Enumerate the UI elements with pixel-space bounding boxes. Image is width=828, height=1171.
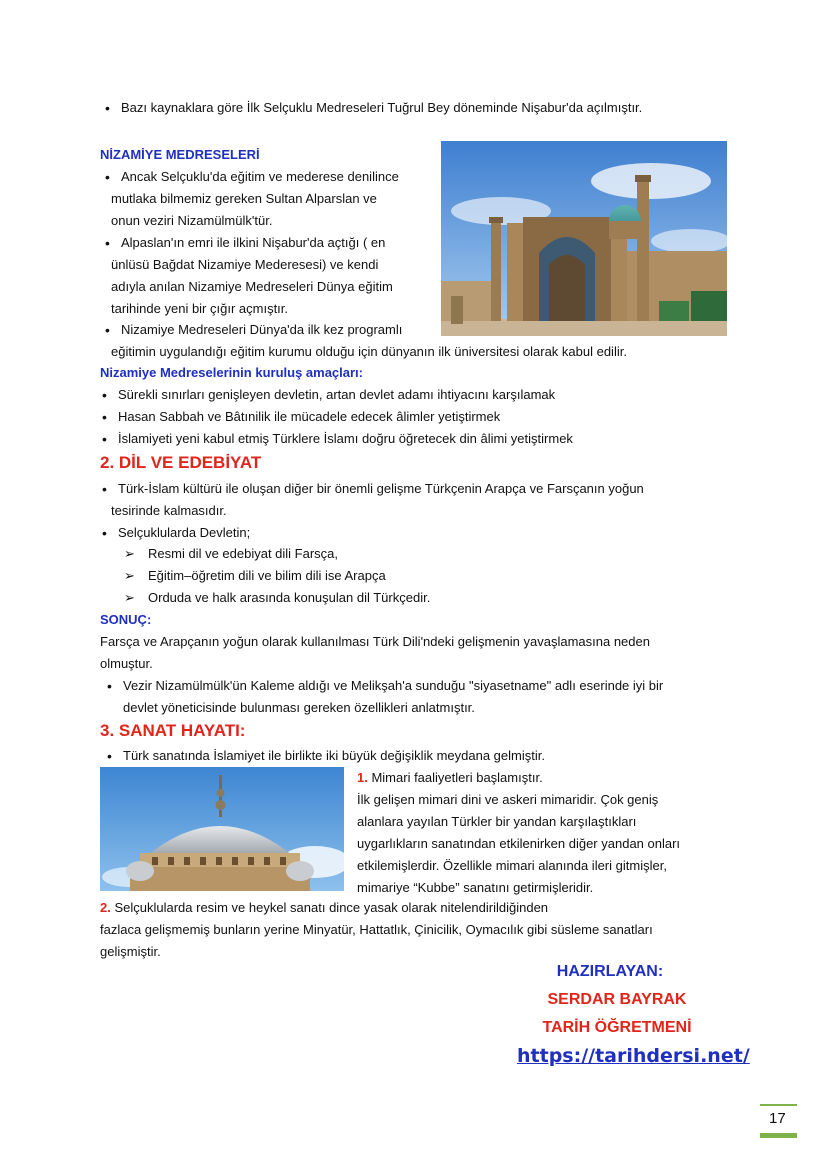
intro-bullet: • Bazı kaynaklara göre İlk Selçuklu Medreseleri Tuğrul Bey döneminde Nişabur'da açılmıştır. [121,99,642,117]
item1-line: alanlara yayılan Türkler bir yandan karşılaştıkları [357,814,637,829]
page-number-rule-top [760,1104,797,1106]
nizamiye-line: tarihinde yeni bir çığır açmıştır. [111,301,289,316]
purpose-item: • Hasan Sabbah ve Bâtınilik ile mücadele edecek âlimler yetiştirmek [118,408,500,426]
nizamiye-line: mutlaka bilmemiz gereken Sultan Alparslan ve [111,191,377,206]
item2-line: fazlaca gelişmemiş bunların yerine Minyatür, Hattatlık, Çinicilik, Oymacılık gibi süsleme sanatları [100,922,653,937]
dil-line: • Türk-İslam kültürü ile oluşan diğer bir önemli gelişme Türkçenin Arapça ve Farsçanın yoğun [118,480,644,498]
sanat-item2 [100,899,548,917]
item1-line: Mimari faaliyetleri başlamıştır. [371,770,543,785]
dil-sub-item: ➢ Resmi dil ve edebiyat dili Farsça, [148,545,338,563]
signature-title: TARİH ÖĞRETMENİ [542,1019,692,1036]
item1-number: 1. [357,770,368,785]
signature-label: HAZIRLAYAN: [556,963,664,980]
purpose-heading: Nizamiye Medreselerinin kuruluş amaçları: [100,365,363,380]
nizamiye-line: • Nizamiye Medreseleri Dünya'da ilk kez programlı [121,321,402,339]
item1-line: İlk gelişen mimari dini ve askeri mimaridir. Çok geniş [357,792,659,807]
sonuc-line: olmuştur. [100,656,153,671]
item2-line: Selçuklularda resim ve heykel sanatı dince yasak olarak nitelendirildiğinden [114,900,549,915]
sanat-heading: 3. SANAT HAYATI: [100,721,246,740]
signature-name: SERDAR BAYRAK [547,991,687,1008]
sonuc-line: Farsça ve Arapçanın yoğun olarak kullanılması Türk Dili'ndeki gelişmenin yavaşlamasına neden [100,634,650,649]
dil-line: tesirinde kalmasıdır. [111,503,227,518]
vezir-line: devlet yöneticisinde bulunması gereken özellikleri anlatmıştır. [123,700,475,715]
vezir-line: • Vezir Nizamülmülk'ün Kaleme aldığı ve Melikşah'a sunduğu "siyasetname" adlı eserinde iyi bir [123,677,663,695]
nizamiye-heading: NİZAMİYE MEDRESELERİ [100,147,260,162]
nizamiye-line: • Alpaslan'ın emri ile ilkini Nişabur'da açtığı ( en [121,234,385,252]
purpose-item: • Sürekli sınırları genişleyen devletin, artan devlet adamı ihtiyacını karşılamak [118,386,555,404]
dil-line: • Selçuklularda Devletin; [118,524,250,542]
item1-line: uygarlıkların sanatından etkilenirken diğer yandan onları [357,836,681,851]
purpose-item: • İslamiyeti yeni kabul etmiş Türklere İslamı doğru öğretecek din âlimi yetiştirmek [118,430,573,448]
website-link[interactable]: https://tarihdersi.net/ [517,1045,750,1067]
madrasa-image [441,141,727,336]
sanat-item1 [357,769,543,787]
item2-number: 2. [100,900,111,915]
dil-sub-item: ➢ Eğitim–öğretim dili ve bilim dili ise Arapça [148,567,386,585]
nizamiye-line: eğitimin uygulandığı eğitim kurumu olduğu için dünyanın ilk üniversitesi olarak kabul edilir. [111,344,627,359]
item2-line: gelişmiştir. [100,944,161,959]
item1-line: etkilemişlerdir. Özellikle mimari alanında ileri gitmişler, [357,858,667,873]
page-number: 17 [769,1110,786,1127]
dil-sub-item: ➢ Orduda ve halk arasında konuşulan dil Türkçedir. [148,589,430,607]
page-number-rule-bottom [760,1133,797,1138]
sanat-bullet: • Türk sanatında İslamiyet ile birlikte iki büyük değişiklik meydana gelmiştir. [123,747,545,765]
dil-heading: 2. DİL VE EDEBİYAT [100,453,262,472]
sonuc-heading: SONUÇ: [100,612,152,627]
nizamiye-line: adıyla anılan Nizamiye Medreseleri Dünya eğitim [111,279,393,294]
nizamiye-line: ünlüsü Bağdat Nizamiye Mederesesi) ve kendi [111,257,379,272]
nizamiye-line: • Ancak Selçuklu'da eğitim ve mederese denilince [121,168,399,186]
item1-line: mimariye “Kubbe” sanatını getirmişleridir. [357,880,594,895]
nizamiye-line: onun veziri Nizamülmülk'tür. [111,213,273,228]
dome-image [100,767,344,891]
